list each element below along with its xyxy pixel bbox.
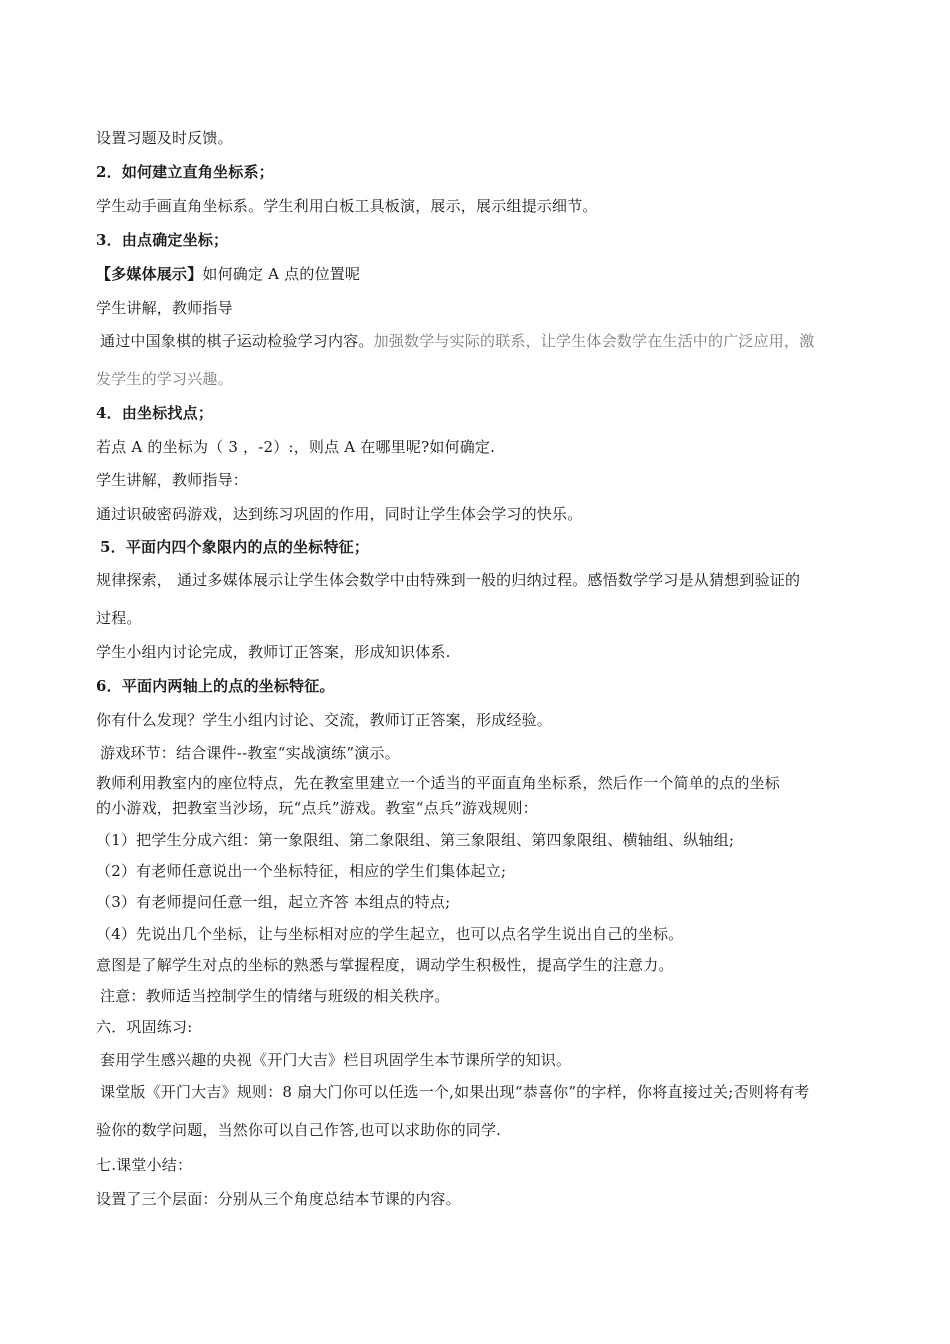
- section-heading: 3．由点确定坐标；: [96, 231, 229, 249]
- list-item: （3）有老师提问任意一组，起立齐答 本组点的特点;: [96, 893, 451, 911]
- text-line: 设置习题及时反馈。: [96, 129, 233, 147]
- text-line: [96, 264, 876, 284]
- text-line: 套用学生感兴趣的央视《开门大吉》栏目巩固学生本节课所学的知识。: [100, 1051, 572, 1069]
- text-line: [100, 331, 880, 351]
- text-line: 验你的数学问题，当然你可以自己作答,也可以求助你的同学.: [96, 1121, 502, 1139]
- text-fragment: 通过中国象棋的棋子运动检验学习内容。: [100, 332, 374, 350]
- text-line: 游戏环节：结合课件--教室“实战演练”演示。: [100, 744, 400, 762]
- text-line: 教师利用教室内的座位特点，先在教室里建立一个适当的平面直角坐标系，然后作一个简单的点的坐标: [96, 774, 781, 792]
- text-line: 你有什么发现？学生小组内讨论、交流，教师订正答案，形成经验。: [96, 711, 553, 729]
- text-line: 学生讲解，教师指导: [96, 299, 233, 317]
- text-fragment: 如何确定 A 点的位置呢: [202, 265, 361, 283]
- text-line: 设置了三个层面：分别从三个角度总结本节课的内容。: [96, 1190, 461, 1208]
- list-item: （4）先说出几个坐标，让与坐标相对应的学生起立，也可以点名学生说出自己的坐标。: [96, 925, 684, 943]
- section-heading: 5．平面内四个象限内的点的坐标特征；: [100, 538, 370, 556]
- section-heading: 2．如何建立直角坐标系；: [96, 163, 274, 181]
- section-heading: 6．平面内两轴上的点的坐标特征。: [96, 677, 335, 695]
- section-heading: 4．由坐标找点；: [96, 404, 214, 422]
- section-heading: 七.课堂小结：: [96, 1156, 193, 1174]
- list-item: （2）有老师任意说出一个坐标特征，相应的学生们集体起立;: [96, 862, 507, 880]
- text-line: 规律探索， 通过多媒体展示让学生体会数学中由特殊到一般的归纳过程。感悟数学学习是从猜想到验证的: [96, 571, 801, 589]
- section-heading: 六．巩固练习:: [96, 1018, 193, 1036]
- text-line: 课堂版《开门大吉》规则：8 扇大门你可以任选一个,如果出现“恭喜你”的字样，你将直接过关;否则将有考: [100, 1083, 810, 1101]
- text-line: 过程。: [96, 609, 142, 627]
- multimedia-label: 【多媒体展示】: [96, 265, 203, 283]
- text-line: 意图是了解学生对点的坐标的熟悉与掌握程度，调动学生积极性，提高学生的注意力。: [96, 956, 674, 974]
- list-item: （1）把学生分成六组：第一象限组、第二象限组、第三象限组、第四象限组、横轴组、纵轴组;: [96, 831, 735, 849]
- text-line: 的小游戏，把教室当沙场，玩“点兵”游戏。教室“点兵”游戏规则：: [96, 799, 538, 817]
- text-line: 注意：教师适当控制学生的情绪与班级的相关秩序。: [100, 987, 450, 1005]
- text-line: 通过识破密码游戏，达到练习巩固的作用，同时让学生体会学习的快乐。: [96, 505, 583, 523]
- text-line: 学生小组内讨论完成，教师订正答案，形成知识体系.: [96, 643, 451, 661]
- text-fragment-gray: 加强数学与实际的联系，让学生体会数学在生活中的广泛应用，激: [373, 332, 815, 350]
- text-line: 若点 A 的坐标为（ 3 ，-2）:，则点 A 在哪里呢?如何确定.: [96, 438, 496, 456]
- text-line: 发学生的学习兴趣。: [96, 370, 233, 388]
- text-line: 学生动手画直角坐标系。学生利用白板工具板演，展示，展示组提示细节。: [96, 197, 598, 215]
- text-line: 学生讲解，教师指导：: [96, 471, 249, 489]
